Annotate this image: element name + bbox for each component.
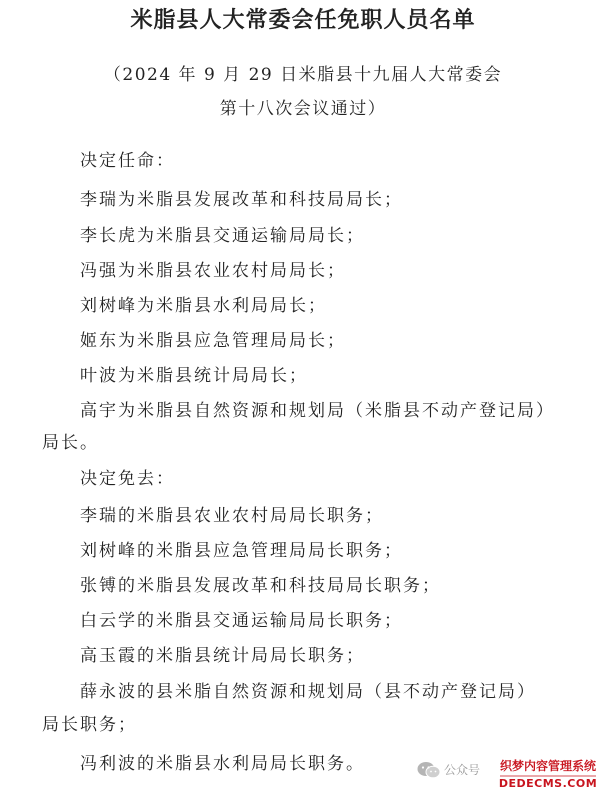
removal-item-wrapped-line-2: 局长职务； [42,715,137,735]
appointment-item: 刘树峰为米脂县水利局局长； [80,296,327,316]
watermark [416,752,606,800]
meeting-info-line-1: （2024 年 9 月 29 日米脂县十九届人大常委会 [103,65,503,85]
wechat-icon [416,760,442,780]
appointment-item-wrapped-line-2: 局长。 [42,433,99,453]
appointment-item: 李瑞为米脂县发展改革和科技局局长； [80,190,403,210]
removal-item: 李瑞的米脂县农业农村局局长职务； [80,506,384,526]
appointment-item: 姬东为米脂县应急管理局局长； [80,331,346,351]
appointments-heading: 决定任命： [80,151,175,171]
removal-item-last: 冯利波的米脂县水利局局长职务。 [80,754,365,774]
watermark-url-text: DEDECMS.COM [498,777,598,790]
removals-heading: 决定免去： [80,469,175,489]
meeting-info-line-2: 第十八次会议通过） [219,99,387,119]
appointment-item: 叶波为米脂县统计局局长； [80,366,308,386]
appointment-item: 冯强为米脂县农业农村局局长； [80,261,346,281]
removal-item: 张镈的米脂县发展改革和科技局局长职务； [80,576,441,596]
watermark-brand-text: 织梦内容管理系统 [499,759,596,773]
removal-item: 刘树峰的米脂县应急管理局局长职务； [80,541,403,561]
removal-item: 高玉霞的米脂县统计局局长职务； [80,646,365,666]
removal-item: 白云学的米脂县交通运输局局长职务； [80,611,403,631]
removal-item-wrapped-line-1: 薛永波的县米脂自然资源和规划局（县不动产登记局） [80,682,536,702]
wechat-label: 公众号 [444,763,481,777]
appointment-item: 李长虎为米脂县交通运输局局长； [80,226,365,246]
document-title: 米脂县人大常委会任免职人员名单 [130,8,476,33]
appointment-item-wrapped-line-1: 高宇为米脂县自然资源和规划局（米脂县不动产登记局） [80,401,555,421]
